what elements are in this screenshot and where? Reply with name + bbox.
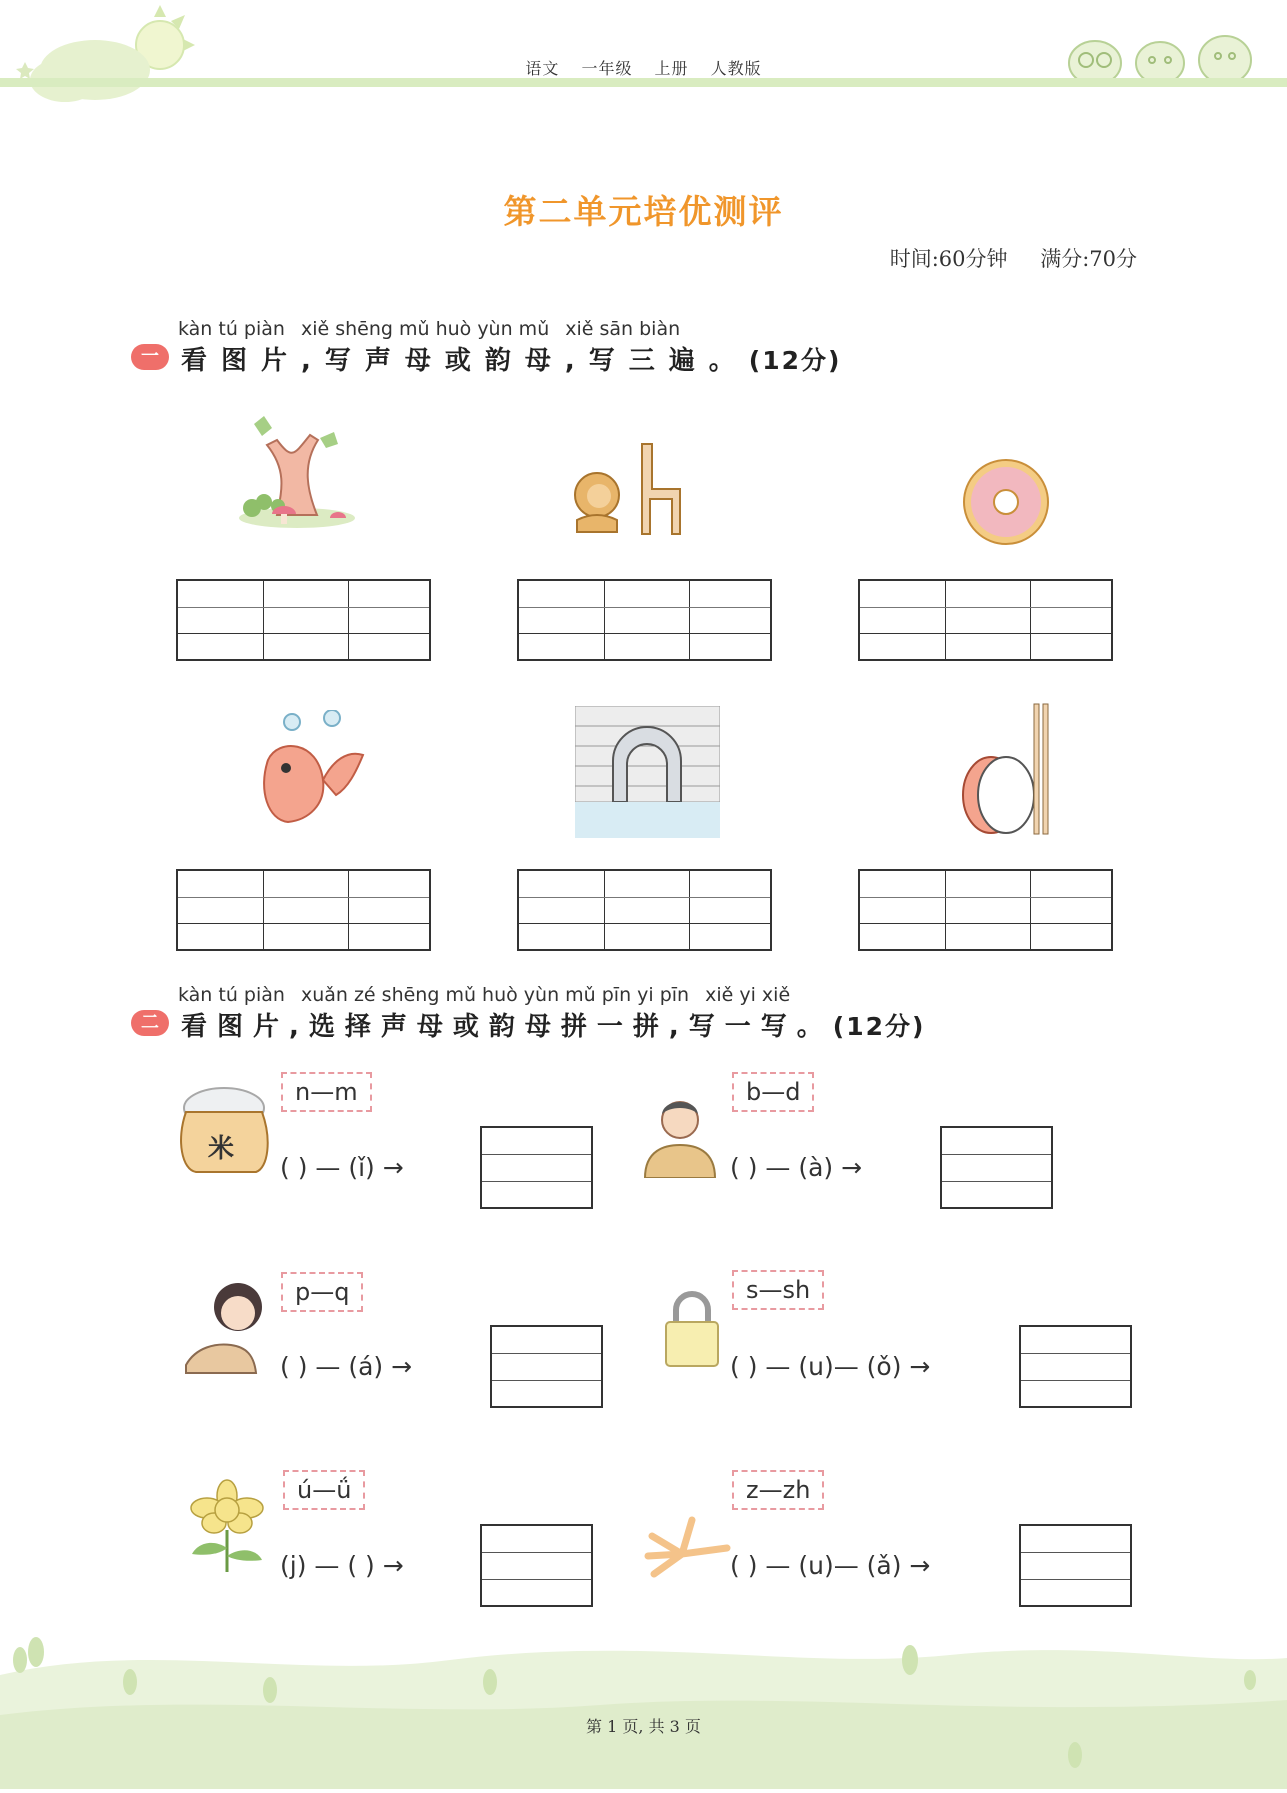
option-box-4: s—sh bbox=[732, 1270, 824, 1310]
lock-icon bbox=[662, 1290, 722, 1368]
section-2-score: (12分) bbox=[832, 1012, 926, 1041]
equation-5: (j) — ( ) → bbox=[280, 1551, 404, 1580]
option-box-1: n—m bbox=[281, 1072, 372, 1112]
rice-bag-label: 米 bbox=[208, 1134, 235, 1164]
fish-icon bbox=[248, 710, 370, 835]
answer-box-4[interactable] bbox=[1019, 1325, 1132, 1408]
tree-icon bbox=[232, 410, 362, 535]
equation-3: ( ) — (á) → bbox=[280, 1352, 413, 1381]
header-text bbox=[0, 56, 1287, 79]
page-footer: 第 1 页, 共 3 页 bbox=[586, 1717, 701, 1736]
option-box-5: ú—ǘ bbox=[283, 1470, 365, 1510]
test-meta bbox=[864, 243, 1137, 273]
grandpa-icon bbox=[640, 1090, 720, 1178]
answer-box-5[interactable] bbox=[480, 1524, 593, 1607]
answer-box-6[interactable] bbox=[1019, 1524, 1132, 1607]
option-box-6: z—zh bbox=[732, 1470, 824, 1510]
writing-grid-2[interactable] bbox=[517, 579, 772, 661]
option-box-2: b—d bbox=[732, 1072, 814, 1112]
writing-grid-1[interactable] bbox=[176, 579, 431, 661]
writing-grid-5[interactable] bbox=[517, 869, 772, 951]
girl-crawling-icon bbox=[176, 1275, 276, 1381]
bridge-door-icon bbox=[575, 706, 720, 838]
lion-chair-icon bbox=[567, 440, 687, 540]
header-decoration-left bbox=[0, 0, 200, 110]
section-2-pinyin: kàn tú piàn xuǎn zé shēng mǔ huò yùn mǔ pīn yi pīn xiě yi xiě bbox=[178, 984, 791, 1006]
header-band bbox=[0, 78, 1287, 87]
section-1-question-text: 看图片,写声母或韵母,写三遍。 bbox=[181, 346, 749, 376]
chrysanthemum-icon bbox=[182, 1478, 272, 1574]
page-title: 第二单元培优测评 bbox=[503, 192, 784, 231]
footer-hills bbox=[0, 1620, 1287, 1789]
chicken-foot-icon bbox=[642, 1514, 732, 1584]
section-1-question bbox=[181, 340, 841, 377]
full-score: 满分:70分 bbox=[1040, 247, 1137, 271]
equation-6: ( ) — (u)— (ǎ) → bbox=[730, 1551, 931, 1580]
section-1-pinyin: kàn tú piàn xiě shēng mǔ huò yùn mǔ xiě sān biàn bbox=[178, 318, 681, 340]
section-2-question-text: 看图片,选择声母或韵母拼一拼,写一写。 bbox=[181, 1012, 833, 1042]
answer-box-3[interactable] bbox=[490, 1325, 603, 1408]
section-1-score: (12分) bbox=[748, 346, 842, 375]
header-grade: 一年级 bbox=[581, 59, 633, 78]
drum-icon bbox=[936, 700, 1056, 838]
equation-4: ( ) — (u)— (ǒ) → bbox=[730, 1352, 931, 1381]
writing-grid-4[interactable] bbox=[176, 869, 431, 951]
header-volume: 上册 bbox=[654, 59, 689, 78]
section-2-badge: 二 bbox=[131, 1010, 169, 1036]
equation-1: ( ) — (ǐ) → bbox=[280, 1153, 404, 1182]
header-subject: 语文 bbox=[525, 59, 560, 78]
time-limit: 时间:60分钟 bbox=[889, 247, 1008, 271]
option-box-3: p—q bbox=[281, 1272, 363, 1312]
writing-grid-6[interactable] bbox=[858, 869, 1113, 951]
answer-box-2[interactable] bbox=[940, 1126, 1053, 1209]
section-2-question bbox=[181, 1006, 925, 1043]
header-edition: 人教版 bbox=[710, 59, 762, 78]
equation-2: ( ) — (à) → bbox=[730, 1153, 863, 1182]
writing-grid-3[interactable] bbox=[858, 579, 1113, 661]
donut-icon bbox=[962, 458, 1050, 546]
answer-box-1[interactable] bbox=[480, 1126, 593, 1209]
section-1-badge: 一 bbox=[131, 344, 169, 370]
